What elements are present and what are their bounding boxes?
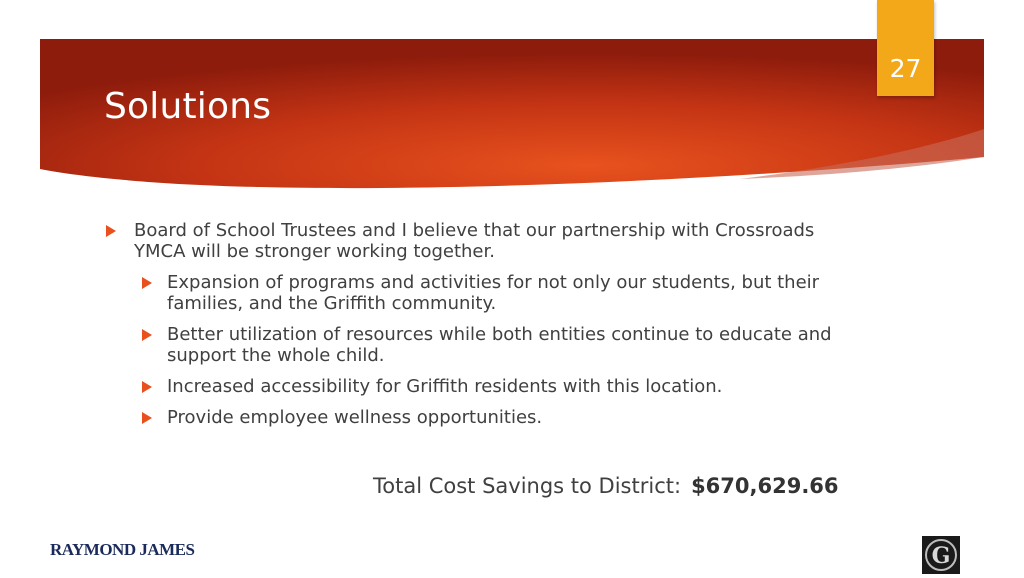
griffith-g-logo-icon bbox=[922, 536, 960, 574]
sub-bullet-text: Provide employee wellness opportunities. bbox=[167, 407, 543, 428]
bullet-arrow-icon bbox=[142, 329, 152, 341]
sub-bullet-item bbox=[106, 324, 846, 366]
bullet-arrow-icon bbox=[142, 412, 152, 424]
bullet-arrow-icon bbox=[142, 381, 152, 393]
sub-bullet-text: Expansion of programs and activities for not only our students, but their families, and the Griffith community. bbox=[167, 272, 820, 314]
sub-bullet-item bbox=[106, 376, 846, 397]
sub-bullet-text: Better utilization of resources while both entities continue to educate and support the whole child. bbox=[167, 324, 832, 366]
svg-text:G: G bbox=[931, 543, 951, 569]
cost-savings-amount: $670,629.66 bbox=[691, 474, 839, 498]
bullet-arrow-icon bbox=[106, 225, 116, 237]
slide-title: Solutions bbox=[104, 86, 272, 127]
sub-bullet-text: Increased accessibility for Griffith residents with this location. bbox=[167, 376, 723, 397]
bullet-list bbox=[106, 220, 846, 438]
bullet-text: Board of School Trustees and I believe that our partnership with Crossroads YMCA will be stronger working together. bbox=[134, 220, 815, 262]
cost-savings bbox=[373, 474, 839, 498]
cost-savings-label: Total Cost Savings to District: bbox=[373, 474, 682, 498]
bullet-item bbox=[106, 220, 846, 262]
page-number-tab bbox=[877, 0, 934, 96]
sub-bullet-item bbox=[106, 407, 846, 428]
raymond-james-logo: RAYMOND JAMES bbox=[50, 540, 195, 559]
bullet-arrow-icon bbox=[142, 277, 152, 289]
page-number: 27 bbox=[889, 54, 922, 83]
sub-bullet-item bbox=[106, 272, 846, 314]
